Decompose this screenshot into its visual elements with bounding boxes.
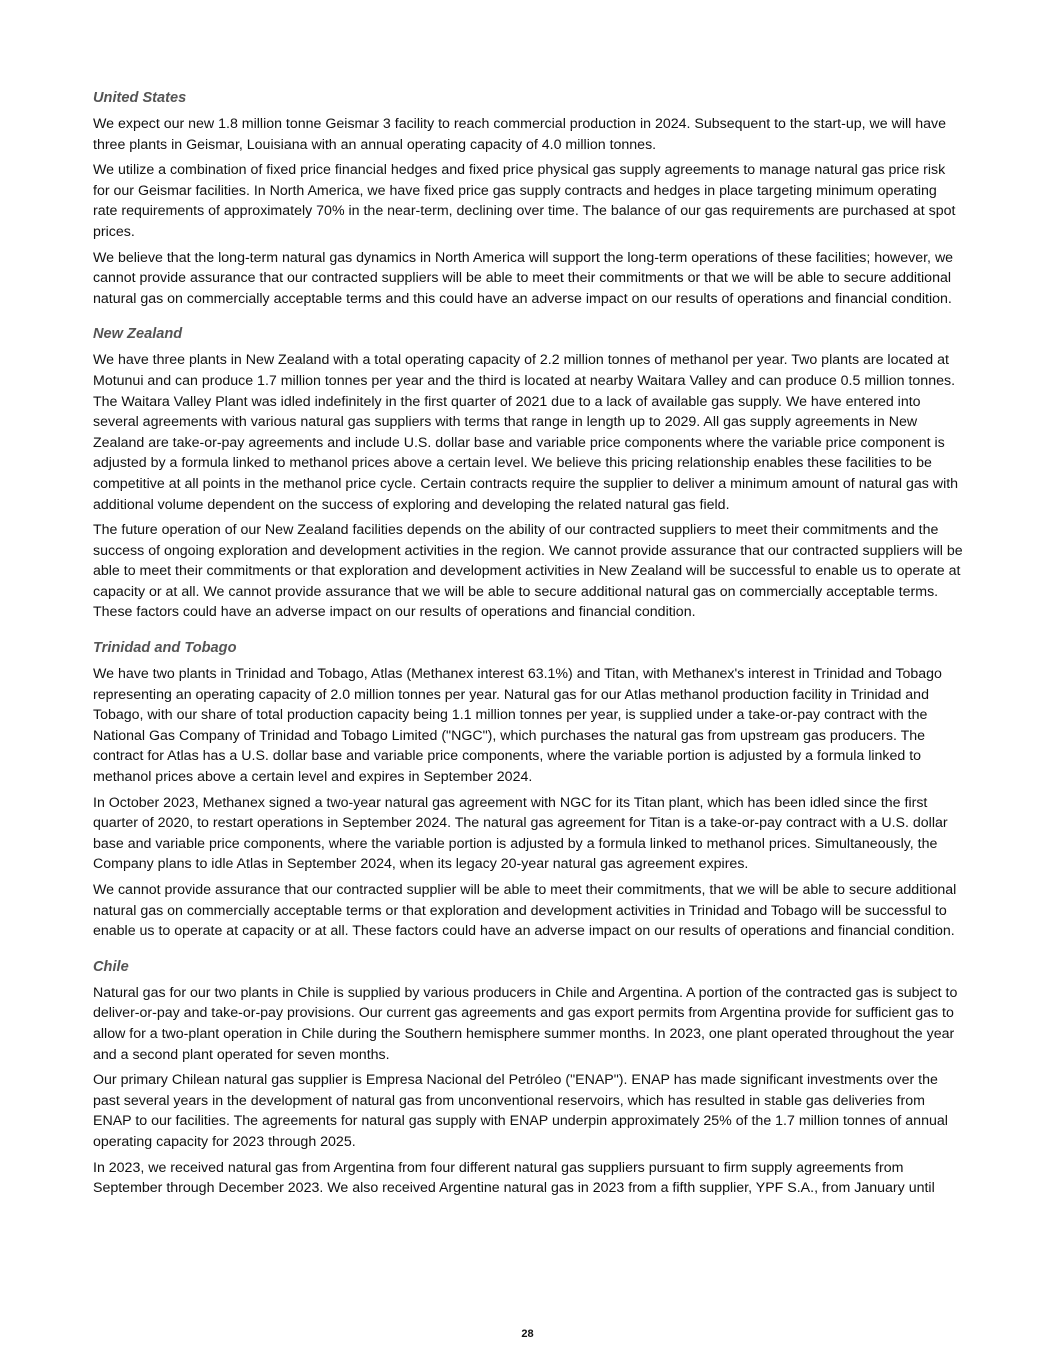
paragraph: We expect our new 1.8 million tonne Geismar 3 facility to reach commercial production in 2024. Subsequent to the start-up, we will have three plants in Geismar, Louisiana with an annual operating capacity of 4.0 million tonnes. bbox=[93, 116, 946, 153]
section-heading: United States bbox=[93, 90, 187, 106]
paragraph: We believe that the long-term natural gas dynamics in North America will support the long-term operations of these facilities; however, we cannot provide assurance that our contracted suppliers will be able to meet their commitments or that we will be able to secure additional natural gas on commercially acceptable terms and this could have an adverse impact on our results of operations and financial condition. bbox=[93, 249, 954, 307]
section-chile bbox=[93, 957, 965, 1199]
page-number: 28 bbox=[521, 1328, 534, 1340]
section-new-zealand bbox=[93, 324, 965, 623]
paragraph: The future operation of our New Zealand facilities depends on the ability of our contracted suppliers to meet their commitments and the success of ongoing exploration and development activities in the region. We cannot provide assurance that our contracted suppliers will be able to meet their commitments or that exploration and development activities in New Zealand will be successful to enable us to operate at capacity or at all. We cannot provide assurance that we will be able to secure additional natural gas on commercially acceptable terms. These factors could have an adverse impact on our results of operations and financial condition. bbox=[93, 522, 963, 621]
paragraph: Natural gas for our two plants in Chile is supplied by various producers in Chile and Argentina. A portion of the contracted gas is subject to deliver-or-pay and take-or-pay provisions. Our current gas agreements and gas export permits from Argentina provide for sufficient gas to allow for a two-plant operation in Chile during the Southern hemisphere summer months. In 2023, one plant operated throughout the year and a second plant operated for seven months. bbox=[93, 984, 958, 1063]
section-heading: Chile bbox=[93, 958, 129, 975]
paragraph: We have two plants in Trinidad and Tobago, Atlas (Methanex interest 63.1%) and Titan, with Methanex's interest in Trinidad and Tobago representing an operating capacity of 2.0 million tonnes per year. Natural gas for our Atlas methanol production facility in Trinidad and Tobago, with our share of total production capacity being 1.1 million tonnes per year, is supplied under a take-or-pay contract with the National Gas Company of Trinidad and Tobago Limited ("NGC"), which purchases the natural gas from upstream gas producers. The contract for Atlas has a U.S. dollar base and variable price components, where the variable portion is adjusted by a formula linked to methanol prices above a certain level and expires in September 2024. bbox=[93, 666, 942, 786]
paragraph: We cannot provide assurance that our contracted supplier will be able to meet their commitments, that we will be able to secure additional natural gas on commercially acceptable terms or that exploration and development activities in Trinidad and Tobago will be successful to enable us to operate at capacity or at all. These factors could have an adverse impact on our results of operations and financial condition. bbox=[93, 882, 957, 940]
section-heading: New Zealand bbox=[93, 326, 183, 343]
paragraph: Our primary Chilean natural gas supplier is Empresa Nacional del Petróleo ("ENAP"). ENAP has made significant investments over the past several years in the development of natural gas from unconventional reservoirs, which has resulted in stable gas deliveries from ENAP to our facilities. The agreements for natural gas supply with ENAP underpin approximately 25% of the 1.7 million tonnes of annual operating capacity for 2023 through 2025. bbox=[93, 1072, 948, 1150]
paragraph: We utilize a combination of fixed price financial hedges and fixed price physical gas supply agreements to manage natural gas price risk for our Geismar facilities. In North America, we have fixed price gas supply contracts and hedges in place targeting minimum operating rate requirements of approximately 70% in the near-term, declining over time. The balance of our gas requirements are purchased at spot prices. bbox=[93, 162, 956, 240]
paragraph: We have three plants in New Zealand with a total operating capacity of 2.2 million tonnes of methanol per year. Two plants are located at Motunui and can produce 1.7 million tonnes per year and the third is located at nearby Waitara Valley and can produce 0.5 million tonnes. The Waitara Valley Plant was idled indefinitely in the first quarter of 2021 due to a lack of available gas supply. We have entered into several agreements with various natural gas suppliers with terms that range in length up to 2029. All gas supply agreements in New Zealand are take-or-pay agreements and include U.S. dollar base and variable price components where the variable price component is adjusted by a formula linked to methanol prices above a certain level. We believe this pricing relationship enables these facilities to be competitive at all points in the methanol price cycle. Certain contracts require the supplier to deliver a minimum amount of natural gas with additional volume dependent on the success of exploring and developing the related natural gas field. bbox=[93, 352, 959, 513]
paragraph: In October 2023, Methanex signed a two-year natural gas agreement with NGC for its Titan plant, which has been idled since the first quarter of 2020, to restart operations in September 2024. The natural gas agreement for Titan is a take-or-pay contract with a U.S. dollar base and variable price components, where the variable portion is adjusted by a formula linked to methanol prices. Simultaneously, the Company plans to idle Atlas in September 2024, when its legacy 20-year natural gas agreement expires. bbox=[93, 794, 948, 873]
paragraph: In 2023, we received natural gas from Argentina from four different natural gas suppliers pursuant to firm supply agreements from September through December 2023. We also received Argentine natural gas in 2023 from a fifth supplier, YPF S.A., from January until bbox=[93, 1159, 935, 1197]
section-heading: Trinidad and Tobago bbox=[93, 640, 237, 657]
document-page bbox=[93, 88, 965, 1214]
section-trinidad-and-tobago bbox=[93, 638, 965, 942]
section-united-states bbox=[93, 88, 965, 309]
